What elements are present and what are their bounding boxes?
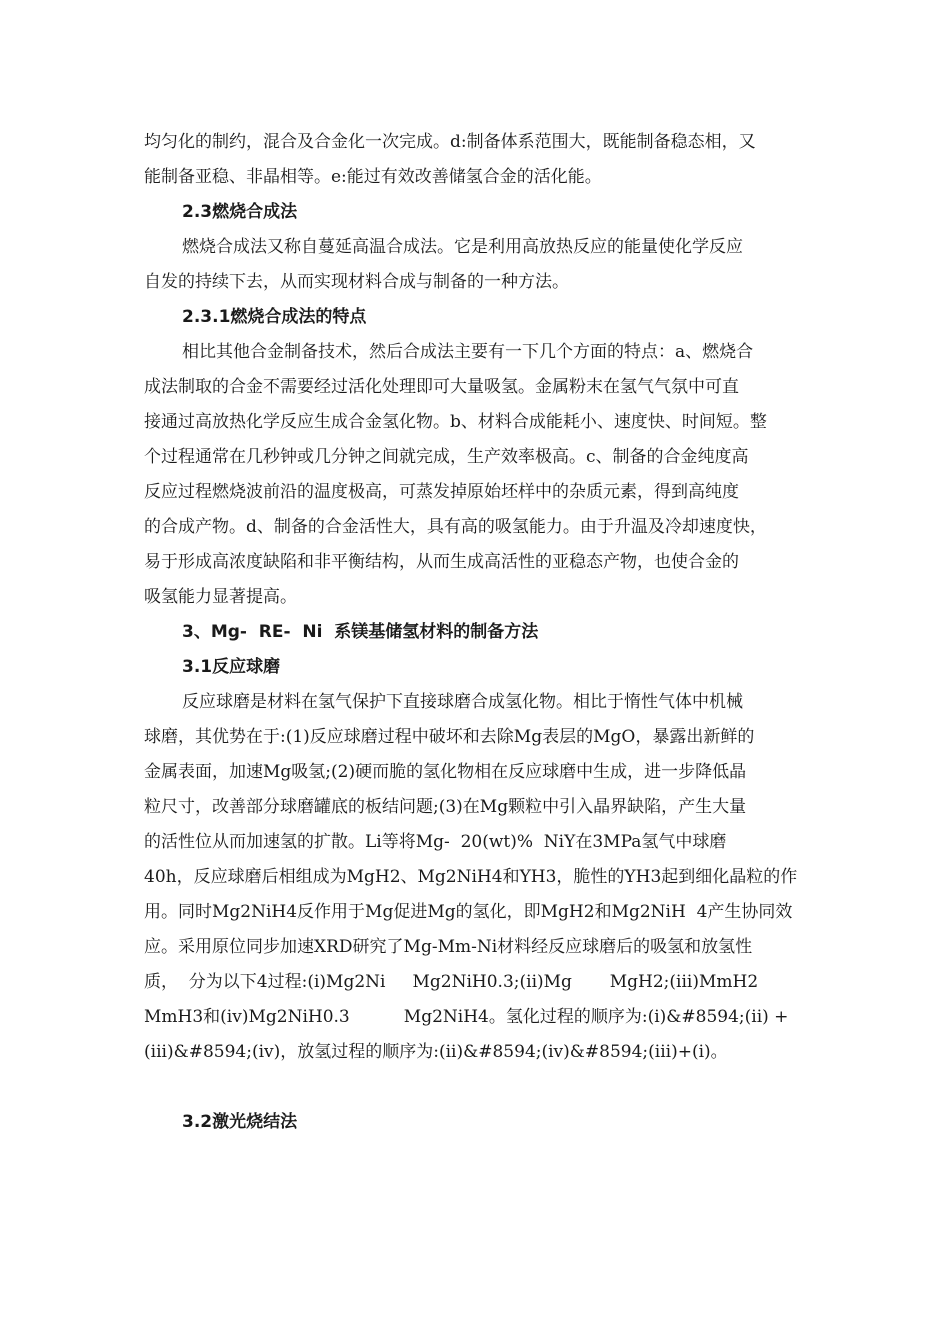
body-text-line: 燃烧合成法又称自蔓延高温合成法。它是利用高放热反应的能量使化学反应 <box>182 237 743 257</box>
body-text-line: 反应过程燃烧波前沿的温度极高，可蒸发掉原始坯样中的杂质元素，得到高纯度 <box>144 482 739 502</box>
body-text-line: 40h，反应球磨后相组成为MgH2、Mg2NiH4和YH3，脆性的YH3起到细化晶粒的作 <box>144 867 798 887</box>
body-text-line: MmH3和(iv)Mg2NiH0.3 Mg2NiH4。氢化过程的顺序为:(i)&#8594;(ii) + <box>144 1007 789 1027</box>
body-text-line: 的合成产物。d、制备的合金活性大，具有高的吸氢能力。由于升温及冷却速度快， <box>144 517 767 537</box>
section-heading: 2.3燃烧合成法 <box>182 202 298 222</box>
body-text-line: 个过程通常在几秒钟或几分钟之间就完成，生产效率极高。c、制备的合金纯度高 <box>144 447 749 467</box>
body-text-line: 均匀化的制约，混合及合金化一次完成。d:制备体系范围大，既能制备稳态相，又 <box>144 132 756 152</box>
body-text-line: 能制备亚稳、非晶相等。e:能过有效改善储氢合金的活化能。 <box>144 167 602 187</box>
body-text-line: 易于形成高浓度缺陷和非平衡结构，从而生成高活性的亚稳态产物，也使合金的 <box>144 552 739 572</box>
body-text-line: (iii)&#8594;(iv)，放氢过程的顺序为:(ii)&#8594;(iv)&#8594;(iii)+(i)。 <box>144 1042 728 1062</box>
body-text-line: 金属表面，加速Mg吸氢;(2)硬而脆的氢化物相在反应球磨中生成，进一步降低晶 <box>144 762 747 782</box>
body-text-line: 成法制取的合金不需要经过活化处理即可大量吸氢。金属粉末在氢气气氛中可直 <box>144 377 739 397</box>
subsection-heading: 3.1反应球磨 <box>182 657 281 677</box>
body-text-line: 的活性位从而加速氢的扩散。Li等将Mg- 20(wt)% NiY在3MPa氢气中球磨 <box>144 832 727 852</box>
body-text-line: 相比其他合金制备技术，然后合成法主要有一下几个方面的特点：a、燃烧合 <box>182 342 754 362</box>
body-text-line: 球磨，其优势在于:(1)反应球磨过程中破坏和去除Mg表层的MgO，暴露出新鲜的 <box>144 727 755 747</box>
body-text-line: 吸氢能力显著提高。 <box>144 587 297 607</box>
body-text-line: 用。同时Mg2NiH4反作用于Mg促进Mg的氢化，即MgH2和Mg2NiH 4产生协同效 <box>144 902 793 922</box>
body-text-line: 质， 分为以下4过程:(i)Mg2Ni Mg2NiH0.3;(ii)Mg MgH2;(iii)MmH2 <box>144 972 759 992</box>
body-text-line: 应。采用原位同步加速XRD研究了Mg-Mm-Ni材料经反应球磨后的吸氢和放氢性 <box>144 937 753 957</box>
subsection-heading: 2.3.1燃烧合成法的特点 <box>182 307 367 327</box>
body-text-line: 接通过高放热化学反应生成合金氢化物。b、材料合成能耗小、速度快、时间短。整 <box>144 412 767 432</box>
body-text-line: 粒尺寸，改善部分球磨罐底的板结问题;(3)在Mg颗粒中引入晶界缺陷，产生大量 <box>144 797 747 817</box>
body-text-line: 自发的持续下去，从而实现材料合成与制备的一种方法。 <box>144 272 569 292</box>
subsection-heading: 3.2激光烧结法 <box>182 1112 298 1132</box>
body-text-line: 反应球磨是材料在氢气保护下直接球磨合成氢化物。相比于惰性气体中机械 <box>182 692 743 712</box>
section-heading: 3、Mg- RE- Ni 系镁基储氢材料的制备方法 <box>182 622 539 642</box>
